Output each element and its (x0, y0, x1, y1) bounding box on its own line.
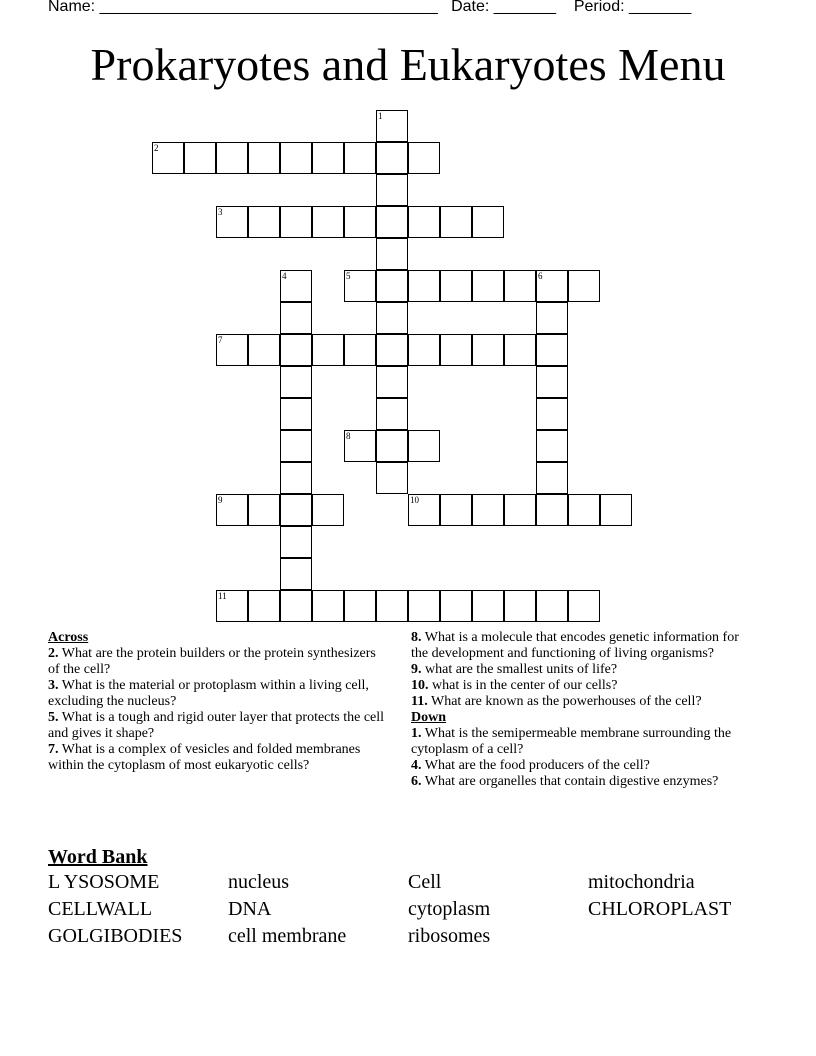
crossword-cell[interactable] (536, 590, 568, 622)
crossword-cell[interactable] (248, 334, 280, 366)
crossword-cell[interactable] (216, 206, 248, 238)
crossword-cell[interactable] (248, 494, 280, 526)
word-bank (48, 846, 768, 948)
clue (48, 710, 388, 742)
across-heading: Across (48, 630, 89, 645)
period-label: Period: (573, 0, 625, 15)
crossword-cell[interactable] (248, 206, 280, 238)
crossword-cell[interactable] (536, 302, 568, 334)
word-bank-word: GOLGIBODIES (48, 925, 183, 947)
crossword-cell[interactable] (344, 334, 376, 366)
clue-number: 5 (346, 271, 351, 281)
clue-num: 8. (411, 630, 422, 645)
crossword-cell[interactable] (376, 334, 408, 366)
clue-number: 11 (218, 591, 227, 601)
crossword-cell[interactable] (248, 590, 280, 622)
crossword-cell[interactable] (344, 590, 376, 622)
crossword-cell[interactable] (216, 334, 248, 366)
crossword-cell[interactable] (344, 430, 376, 462)
crossword-cell[interactable] (216, 590, 248, 622)
clue (411, 630, 756, 662)
name-label: Name: (48, 0, 96, 15)
clue (411, 694, 756, 710)
crossword-cell[interactable] (344, 206, 376, 238)
clue-num: 3. (48, 678, 59, 693)
clue (411, 774, 756, 790)
clue-number: 7 (218, 335, 223, 345)
word-bank-word: L YSOSOME (48, 871, 160, 893)
clue-num: 5. (48, 710, 59, 725)
crossword-cell[interactable] (376, 142, 408, 174)
crossword-cell[interactable] (376, 302, 408, 334)
crossword-cell[interactable] (216, 142, 248, 174)
crossword-cell[interactable] (408, 206, 440, 238)
crossword-cell[interactable] (440, 334, 472, 366)
clue-number: 8 (346, 431, 351, 441)
clue-number: 2 (154, 143, 159, 153)
crossword-cell[interactable] (280, 142, 312, 174)
crossword-cell[interactable] (376, 110, 408, 142)
clue (48, 742, 388, 774)
crossword-cell[interactable] (312, 334, 344, 366)
name-line: ______________________________________ (99, 0, 438, 15)
crossword-cell[interactable] (504, 590, 536, 622)
crossword-cell[interactable] (472, 270, 504, 302)
crossword-cell[interactable] (568, 494, 600, 526)
crossword-cell[interactable] (248, 142, 280, 174)
crossword-cell[interactable] (152, 142, 184, 174)
clue-text: What are organelles that contain digestive enzymes? (424, 774, 719, 789)
crossword-cell[interactable] (376, 270, 408, 302)
crossword-cell[interactable] (440, 206, 472, 238)
down-heading: Down (411, 710, 447, 725)
header (48, 0, 691, 16)
word-bank-word: ribosomes (408, 925, 491, 947)
crossword-cell[interactable] (504, 334, 536, 366)
crossword-cell[interactable] (376, 206, 408, 238)
clue-num: 4. (411, 758, 422, 773)
crossword-cell[interactable] (408, 590, 440, 622)
crossword-cell[interactable] (280, 526, 312, 558)
crossword-cell[interactable] (280, 590, 312, 622)
clue-text: what is in the center of our cells? (432, 678, 618, 693)
crossword-cell[interactable] (536, 494, 568, 526)
clue-num: 6. (411, 774, 422, 789)
clue-num: 1. (411, 726, 422, 741)
crossword-cell[interactable] (280, 430, 312, 462)
clue-text: What are known as the powerhouses of the cell? (430, 694, 702, 709)
clue-number: 9 (218, 495, 223, 505)
word-bank-word: nucleus (228, 871, 290, 893)
crossword-cell[interactable] (440, 270, 472, 302)
clue (48, 646, 388, 678)
clue (411, 662, 756, 678)
word-bank-word: cell membrane (228, 925, 347, 947)
clue (48, 678, 388, 710)
clue-text: what are the smallest units of life? (425, 662, 618, 677)
crossword-cell[interactable] (408, 334, 440, 366)
clue-number: 10 (410, 495, 419, 505)
clue-num: 2. (48, 646, 59, 661)
crossword-cell[interactable] (376, 398, 408, 430)
crossword-cell[interactable] (312, 494, 344, 526)
word-bank-word: CHLOROPLAST (588, 898, 732, 920)
clue (411, 758, 756, 774)
word-bank-word: Cell (408, 871, 442, 893)
crossword-cell[interactable] (376, 590, 408, 622)
crossword-cell[interactable] (600, 494, 632, 526)
crossword-cell[interactable] (376, 462, 408, 494)
clue-number: 1 (378, 111, 383, 121)
clue-num: 7. (48, 742, 59, 757)
crossword-cell[interactable] (536, 334, 568, 366)
clue-text: What is the semipermeable membrane surrounding the cytoplasm of a cell? (411, 726, 732, 757)
word-bank-title: Word Bank (48, 846, 148, 868)
clues-right (411, 630, 756, 790)
crossword-cell[interactable] (184, 142, 216, 174)
word-bank-word: mitochondria (588, 871, 695, 893)
crossword-cell[interactable] (280, 494, 312, 526)
crossword-cell[interactable] (376, 366, 408, 398)
clue-text: What is a molecule that encodes genetic information for the development and functioning of living organisms? (411, 630, 739, 661)
clue-num: 11. (411, 694, 428, 709)
crossword-cell[interactable] (472, 206, 504, 238)
crossword-cell[interactable] (280, 334, 312, 366)
crossword-cell[interactable] (536, 398, 568, 430)
word-bank-word: DNA (228, 898, 272, 920)
crossword-cell[interactable] (376, 238, 408, 270)
crossword-cell[interactable] (312, 206, 344, 238)
crossword-cell[interactable] (408, 270, 440, 302)
crossword-cell[interactable] (568, 590, 600, 622)
date-label: Date: (451, 0, 490, 15)
crossword-cell[interactable] (536, 430, 568, 462)
crossword-cell[interactable] (504, 270, 536, 302)
crossword-cell[interactable] (280, 302, 312, 334)
word-bank-word: CELLWALL (48, 898, 153, 920)
crossword-cell[interactable] (280, 558, 312, 590)
crossword-cell[interactable] (536, 366, 568, 398)
crossword-cell[interactable] (344, 270, 376, 302)
crossword-cell[interactable] (440, 590, 472, 622)
crossword-cell[interactable] (216, 494, 248, 526)
date-line: _______ (493, 0, 557, 15)
clue-num: 9. (411, 662, 422, 677)
crossword-cell[interactable] (408, 430, 440, 462)
clue-number: 6 (538, 271, 543, 281)
clue-number: 3 (218, 207, 223, 217)
word-bank-word: cytoplasm (408, 898, 491, 920)
crossword-cell[interactable] (472, 494, 504, 526)
clue-num: 10. (411, 678, 429, 693)
clue (411, 678, 756, 694)
crossword-cell[interactable] (280, 462, 312, 494)
crossword-cell[interactable] (440, 494, 472, 526)
clue (411, 726, 756, 758)
crossword-cell[interactable] (280, 398, 312, 430)
crossword-cell[interactable] (344, 142, 376, 174)
crossword-cell[interactable] (408, 142, 440, 174)
clue-text: What are the protein builders or the protein synthesizers of the cell? (48, 646, 376, 677)
crossword-cell[interactable] (280, 206, 312, 238)
crossword-cell[interactable] (280, 366, 312, 398)
clue-text: What are the food producers of the cell? (424, 758, 650, 773)
crossword-cell[interactable] (504, 494, 536, 526)
crossword-cell[interactable] (536, 270, 568, 302)
clue-text: What is a complex of vesicles and folded membranes within the cytoplasm of most eukaryotic cells? (48, 742, 361, 773)
crossword-cell[interactable] (568, 270, 600, 302)
crossword-cell[interactable] (536, 462, 568, 494)
crossword-cell[interactable] (376, 430, 408, 462)
crossword-cell[interactable] (472, 590, 504, 622)
clue-text: What is the material or protoplasm within a living cell, excluding the nucleus? (48, 678, 369, 709)
page-title: Prokaryotes and Eukaryotes Menu (90, 39, 726, 90)
crossword-cell[interactable] (312, 142, 344, 174)
clue-number: 4 (282, 271, 287, 281)
clues-left (48, 630, 388, 774)
crossword-cell[interactable] (280, 270, 312, 302)
crossword-cell[interactable] (376, 174, 408, 206)
period-line: _______ (629, 0, 692, 15)
crossword-cell[interactable] (472, 334, 504, 366)
crossword-cell[interactable] (408, 494, 440, 526)
clue-text: What is a tough and rigid outer layer that protects the cell and gives it shape? (48, 710, 385, 741)
crossword-cell[interactable] (312, 590, 344, 622)
